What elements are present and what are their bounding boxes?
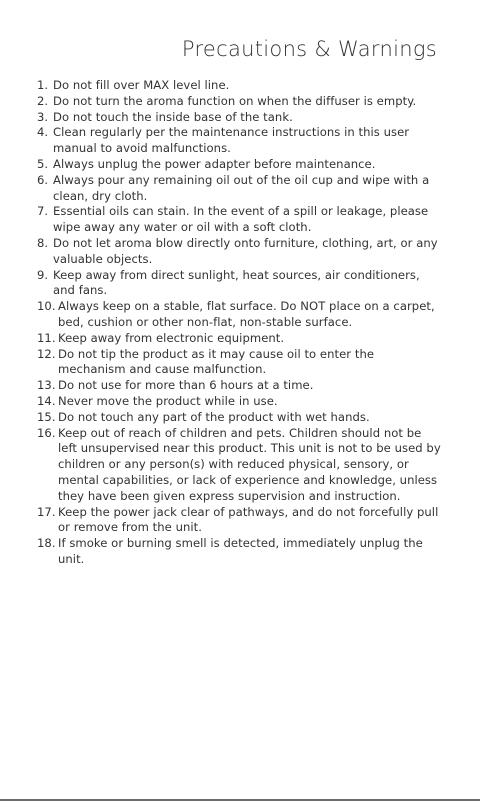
list-item	[37, 426, 441, 505]
item-number: 5.	[37, 156, 49, 171]
item-number: 2.	[37, 93, 49, 108]
list-item	[37, 347, 441, 379]
list-item	[37, 94, 441, 110]
item-number: 8.	[37, 235, 49, 250]
item-text: Keep the power jack clear of pathways, and do not forcefully pull or remove from the unit.	[58, 504, 439, 535]
list-item	[37, 268, 441, 300]
list-item	[37, 173, 441, 205]
item-number: 1.	[37, 78, 49, 92]
item-text: Do not tip the product as it may cause oil to enter the mechanism and cause malfunction.	[58, 346, 375, 377]
item-number: 3.	[37, 109, 49, 124]
item-text: Never move the product while in use.	[58, 393, 278, 408]
item-text: Do not touch the inside base of the tank.	[53, 109, 293, 124]
item-text: Do not turn the aroma function on when the diffuser is empty.	[53, 93, 417, 108]
item-number: 17.	[37, 504, 56, 519]
precautions-list	[37, 78, 441, 568]
list-item	[37, 331, 441, 347]
item-text: Essential oils can stain. In the event of a spill or leakage, please wipe away any water or oil with a soft cloth.	[53, 204, 429, 235]
item-number: 10.	[37, 299, 56, 314]
list-item	[37, 204, 441, 236]
item-text: Clean regularly per the maintenance instructions in this user manual to avoid malfunctions.	[53, 125, 410, 156]
item-text: Keep away from electronic equipment.	[58, 330, 285, 345]
item-text: Keep out of reach of children and pets. Children should not be left unsupervised near this product. This unit is not to be used by children or any person(s) with reduced physical, sensory, or mental capabilities, or lack of experience and knowledge, unless they have been given express supervision and instruction.	[58, 425, 441, 503]
page-title: Precautions & Warnings	[181, 37, 437, 61]
item-number: 13.	[37, 378, 56, 393]
item-text: Always unplug the power adapter before maintenance.	[53, 156, 376, 171]
item-text: Keep away from direct sunlight, heat sources, air conditioners, and fans.	[53, 267, 420, 298]
list-item	[37, 410, 441, 426]
list-item	[37, 378, 441, 394]
item-number: 7.	[37, 204, 49, 219]
item-text: Do not touch any part of the product with wet hands.	[58, 409, 370, 424]
item-number: 16.	[37, 425, 56, 440]
list-item	[37, 299, 441, 331]
item-text: Always keep on a stable, flat surface. Do NOT place on a carpet, bed, cushion or other non-flat, non-stable surface.	[58, 299, 435, 329]
item-text: Do not use for more than 6 hours at a time.	[58, 378, 314, 393]
item-number: 9.	[37, 267, 49, 282]
list-item	[37, 157, 441, 173]
list-item	[37, 236, 441, 268]
list-item	[37, 394, 441, 410]
item-number: 6.	[37, 172, 49, 187]
item-text: Always pour any remaining oil out of the oil cup and wipe with a clean, dry cloth.	[53, 172, 430, 203]
item-number: 15.	[37, 409, 56, 424]
list-item	[37, 78, 441, 94]
item-number: 18.	[37, 536, 56, 551]
item-number: 14.	[37, 393, 56, 408]
item-text: Do not let aroma blow directly onto furniture, clothing, art, or any valuable objects.	[53, 235, 438, 266]
list-item	[37, 536, 441, 568]
item-text: Do not fill over MAX level line.	[53, 78, 230, 92]
item-number: 12.	[37, 346, 56, 361]
item-number: 4.	[37, 125, 49, 140]
list-item	[37, 505, 441, 537]
list-item	[37, 125, 441, 157]
item-number: 11.	[37, 330, 56, 345]
item-text: If smoke or burning smell is detected, immediately unplug the unit.	[58, 536, 423, 566]
list-item	[37, 110, 441, 126]
